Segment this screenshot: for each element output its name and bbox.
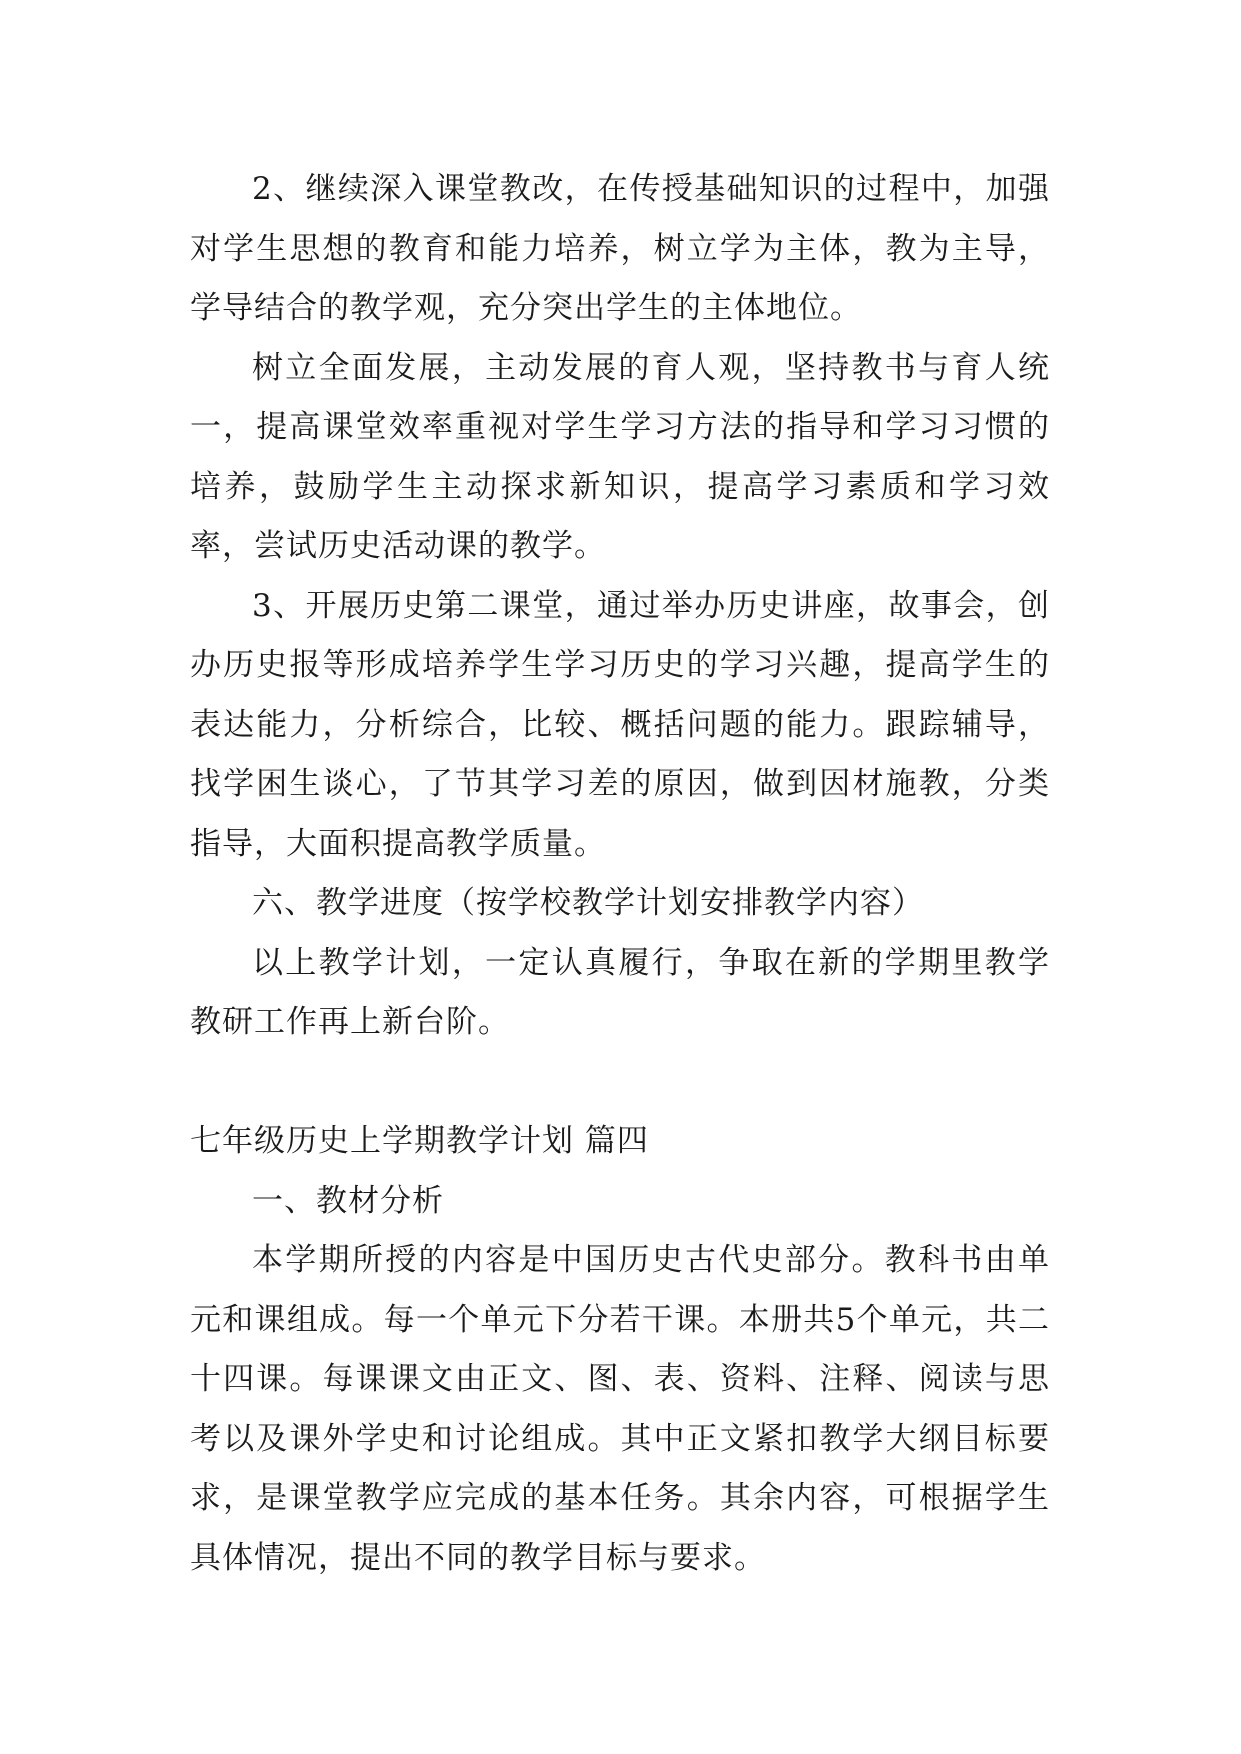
paragraph-development-view: 树立全面发展，主动发展的育人观，坚持教书与育人统一，提高课堂效率重视对学生学习方法的指导和学习习惯的培养，鼓励学生主动探求新知识，提高学习素质和学习效率，尝试历史活动课的教学。 [190, 349, 1050, 564]
document-page [190, 160, 1050, 1588]
paragraph-teaching-reform: 2、继续深入课堂教改，在传授基础知识的过程中，加强对学生思想的教育和能力培养，树立学为主体，教为主导，学导结合的教学观，充分突出学生的主体地位。 [190, 171, 1050, 326]
paragraph-teaching-progress: 六、教学进度（按学校教学计划安排教学内容） [252, 885, 924, 921]
paragraph-textbook-analysis: 本学期所授的内容是中国历史古代史部分。教科书由单元和课组成。每一个单元下分若干课。本册共5个单元，共二十四课。每课课文由正文、图、表、资料、注释、阅读与思考以及课外学史和讨论组成。其中正文紧扣教学大纲目标要求，是课堂教学应完成的基本任务。其余内容，可根据学生具体情况，提出不同的教学目标与要求。 [190, 1242, 1050, 1576]
paragraph-second-classroom: 3、开展历史第二课堂，通过举办历史讲座，故事会，创办历史报等形成培养学生学习历史的学习兴趣，提高学生的表达能力，分析综合，比较、概括问题的能力。跟踪辅导，找学困生谈心，了节其学习差的原因，做到因材施教，分类指导，大面积提高教学质量。 [190, 587, 1050, 862]
section-title: 七年级历史上学期教学计划 篇四 [190, 1123, 649, 1159]
paragraph-conclusion: 以上教学计划，一定认真履行，争取在新的学期里教学教研工作再上新台阶。 [190, 944, 1050, 1040]
paragraph-textbook-analysis-heading: 一、教材分析 [252, 1182, 444, 1219]
section-gap [190, 1053, 1050, 1113]
